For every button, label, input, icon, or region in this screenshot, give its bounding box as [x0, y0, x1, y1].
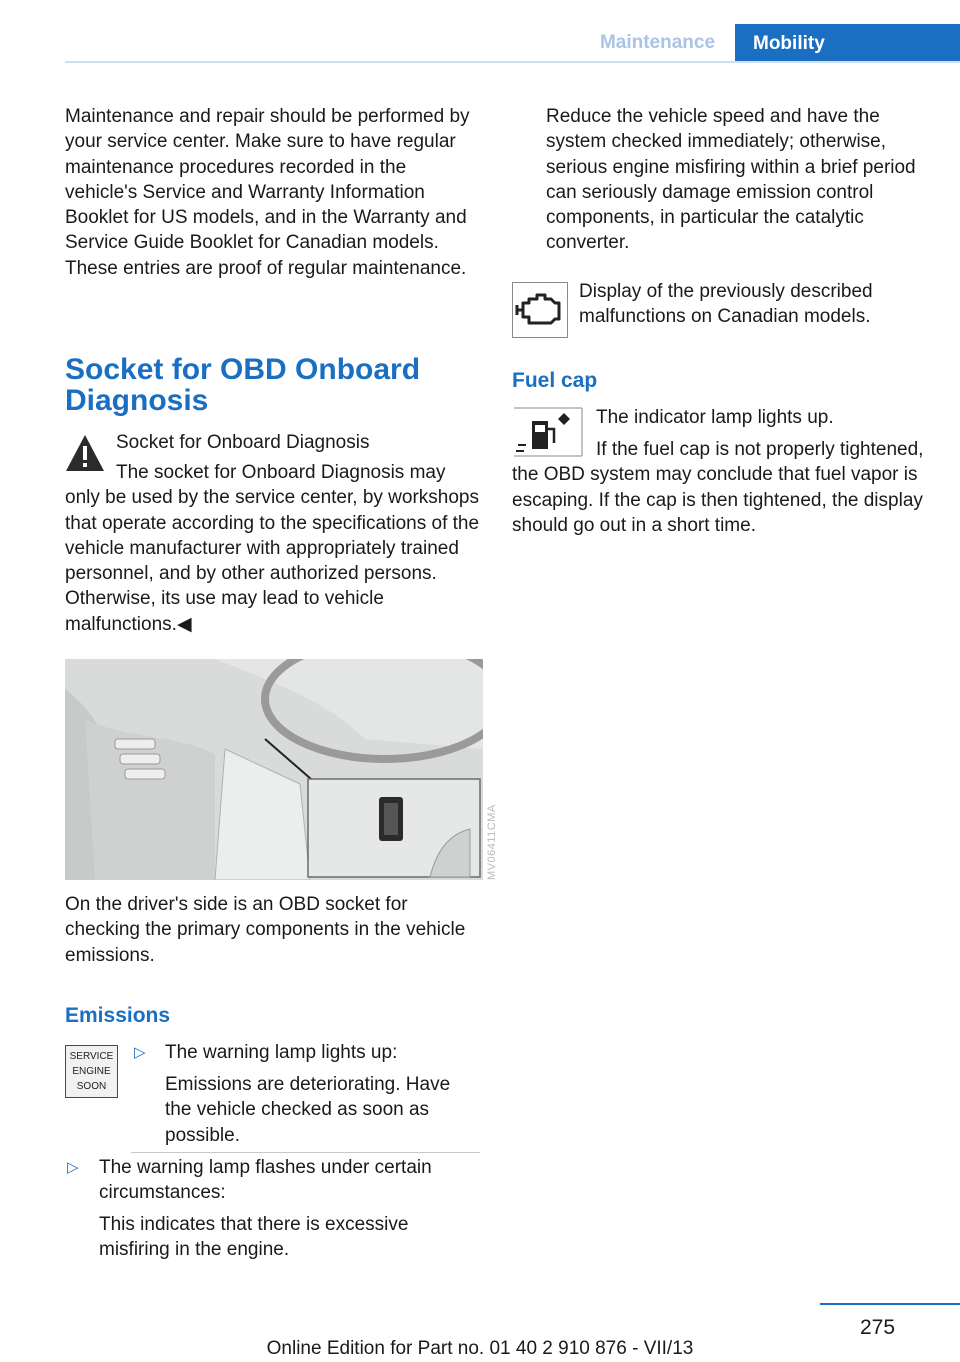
continued-text: Reduce the vehicle speed and have the system checked immediately; otherwise, serious engine misfiring within a brief period can seriously damage emission control components, in particular the catalytic converter.	[546, 106, 916, 254]
fuel-cap-body	[512, 437, 936, 538]
warning-text: The socket for Onboard Diagnosis may only be used by the service center, by workshops that operate according to the specifications of the vehicle manufacturer with appropriately trained personnel, and by other authorized persons. Otherwise, its use may lead to vehicle malfunctions.◀	[65, 462, 480, 635]
bullet-marker-icon: ▷	[67, 1159, 79, 1176]
obd-socket-illustration	[65, 659, 483, 880]
bullet2-text: This indicates that there is excessive misfiring in the engine.	[99, 1214, 409, 1261]
fuel-cap-heading: Fuel cap	[512, 369, 598, 392]
tab-mobility[interactable]	[735, 24, 960, 63]
canadian-models-text: Display of the previously described malfunctions on Canadian models.	[579, 281, 873, 328]
page-number: 275	[860, 1316, 896, 1339]
photo-caption: On the driver's side is an OBD socket for checking the primary components in the vehicle emissions.	[65, 894, 466, 966]
warning-body	[65, 460, 480, 637]
obd-heading-line1: Socket for OBD Onboard	[65, 353, 421, 386]
footer-edition: Online Edition for Part no. 01 40 2 910 876 - VII/13	[266, 1338, 694, 1359]
service-icon-line2: ENGINE	[72, 1066, 111, 1077]
service-engine-soon-icon	[65, 1045, 118, 1098]
emissions-heading: Emissions	[65, 1004, 171, 1027]
fuel-cap-line1: The indicator lamp lights up.	[596, 407, 834, 428]
bullet1-title: The warning lamp lights up:	[165, 1042, 398, 1063]
check-engine-icon	[512, 282, 568, 338]
engine-icon	[513, 283, 567, 337]
bullet-marker-icon: ▷	[134, 1044, 146, 1061]
fuel-cap-line2: If the fuel cap is not properly tightened, the OBD system may conclude that fuel vapor is escaping. If the cap is then tightened, the display should go out in a short time.	[512, 439, 924, 536]
intro-paragraph: Maintenance and repair should be performed by your service center. Make sure to have regular maintenance procedures recorded in the vehicle's Service and Warranty Information Booklet for US models, and in the Warranty and Service Guide Booklet for Canadian models. These entries are proof of regular maintenance.	[65, 106, 470, 279]
header-rule	[65, 61, 960, 63]
tab-maintenance[interactable]: Maintenance	[599, 32, 716, 53]
obd-heading-line2: Diagnosis	[65, 384, 209, 417]
warning-title: Socket for Onboard Diagnosis	[116, 432, 370, 453]
bullet2-title: The warning lamp flashes under certain circumstances:	[99, 1157, 432, 1204]
footer-rule	[820, 1303, 960, 1305]
image-code: MV06411CMA	[486, 804, 498, 880]
obd-socket-photo	[65, 659, 483, 880]
service-icon-line3: SOON	[76, 1081, 107, 1092]
obd-heading	[65, 354, 485, 416]
bullet1-text: Emissions are deteriorating. Have the vehicle checked as soon as possible.	[165, 1074, 451, 1146]
tab-mobility-label: Mobility	[753, 33, 825, 54]
service-icon-line1: SERVICE	[69, 1051, 114, 1062]
bullet-separator	[131, 1152, 480, 1153]
